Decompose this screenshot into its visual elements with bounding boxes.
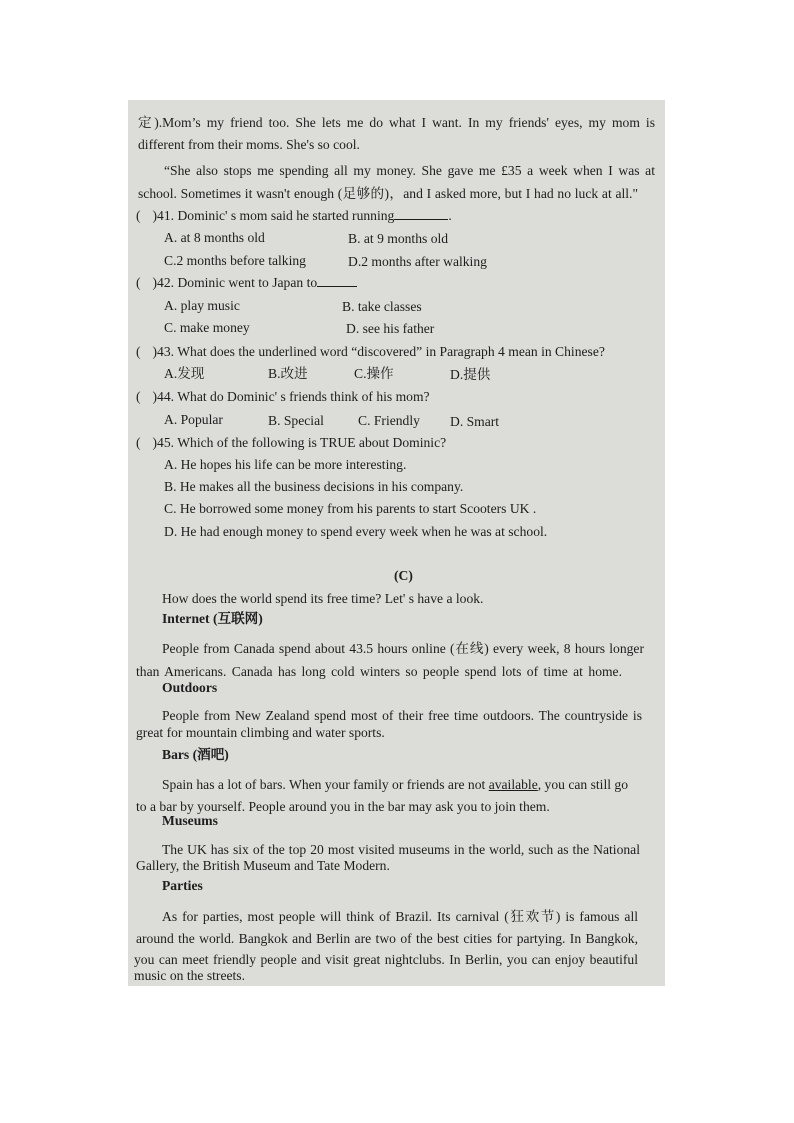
option: D. Smart [450,414,500,429]
question-43 [136,343,605,361]
section-line-text: Spain has a lot of bars. When your family or friends are not [162,777,486,792]
passage-b-line: different from their moms. She's so cool. [138,137,360,152]
section-line: The UK has six of the top 20 most visited museums in the world, such as the National [162,842,640,857]
answer-paren: ( [136,275,141,290]
option: B. Special [268,413,324,428]
question-42 [136,274,357,292]
passage-b-line: “She also stops me spending all my money. She gave me £35 a week when I was at [164,163,655,178]
question-stem: )42. Dominic went to Japan to [152,275,318,290]
passage-heading: (C) [394,568,413,583]
answer-paren: ( [136,389,141,404]
option: C. He borrowed some money from his parents to start Scooters UK . [164,501,537,516]
section-line: music on the streets. [134,968,245,983]
section-line: Gallery, the British Museum and Tate Modern. [136,858,390,873]
answer-paren: ( [136,344,141,359]
option: C. Friendly [358,413,420,428]
option: C. make money [164,320,250,335]
fill-blank [317,274,357,287]
option: A. He hopes his life can be more interesting. [164,457,407,472]
answer-paren: ( [136,435,141,450]
section-line [162,776,628,794]
option: D. He had enough money to spend every week when he was at school. [164,524,548,539]
section-line-text: , you can still go [537,777,628,792]
option: C.操作 [354,366,394,381]
section-title-parties: Parties [162,878,203,893]
section-line: People from Canada spend about 43.5 hours online (在线) every week, 8 hours longer [162,641,644,656]
question-45 [136,434,446,452]
answer-paren: ( [136,208,141,223]
option: B. at 9 months old [348,231,449,246]
passage-b-line: 定).Mom’s my friend too. She lets me do what I want. In my friends' eyes, my mom is [138,115,655,130]
option: A. play music [164,298,240,313]
underlined-word: available [488,777,538,792]
option: B. He makes all the business decisions in his company. [164,479,464,494]
question-stem-end: . [448,208,452,223]
option: A. at 8 months old [164,230,265,245]
question-41 [136,207,452,225]
question-stem: )45. Which of the following is TRUE about Dominic? [152,435,447,450]
option: D.提供 [450,367,491,382]
passage-b-line: school. Sometimes it wasn't enough (足够的)，and I asked more, but I had no luck at all." [138,186,638,201]
section-title-museums: Museums [162,813,218,828]
section-title-internet: Internet (互联网) [162,611,263,626]
option: D.2 months after walking [348,254,487,269]
section-line: you can meet friendly people and visit great nightclubs. In Berlin, you can enjoy beautiful [134,952,638,967]
fill-blank [394,207,448,220]
question-stem: )44. What do Dominic' s friends think of his mom? [152,389,430,404]
option: A.发现 [164,366,205,381]
option: B. take classes [342,299,422,314]
section-line: to a bar by yourself. People around you in the bar may ask you to join them. [136,799,550,814]
passage-intro: How does the world spend its free time? Let' s have a look. [162,591,484,606]
option: B.改进 [268,366,308,381]
section-line: than Americans. Canada has long cold winters so people spend lots of time at home. [136,664,622,679]
option: D. see his father [346,321,435,336]
section-line: around the world. Bangkok and Berlin are two of the best cities for partying. In Bangkok, [136,931,638,946]
section-line: As for parties, most people will think of Brazil. Its carnival (狂欢节) is famous all [162,909,638,924]
section-line: People from New Zealand spend most of their free time outdoors. The countryside is [162,708,642,723]
option: C.2 months before talking [164,253,306,268]
option: A. Popular [164,412,223,427]
section-title-outdoors: Outdoors [162,680,218,695]
question-44 [136,388,430,406]
question-stem: )43. What does the underlined word “discovered” in Paragraph 4 mean in Chinese? [152,344,605,359]
question-stem: )41. Dominic' s mom said he started running [152,208,395,223]
scanned-exam-page [128,100,665,986]
section-title-bars: Bars (酒吧) [162,747,229,762]
section-line: great for mountain climbing and water sports. [136,725,385,740]
